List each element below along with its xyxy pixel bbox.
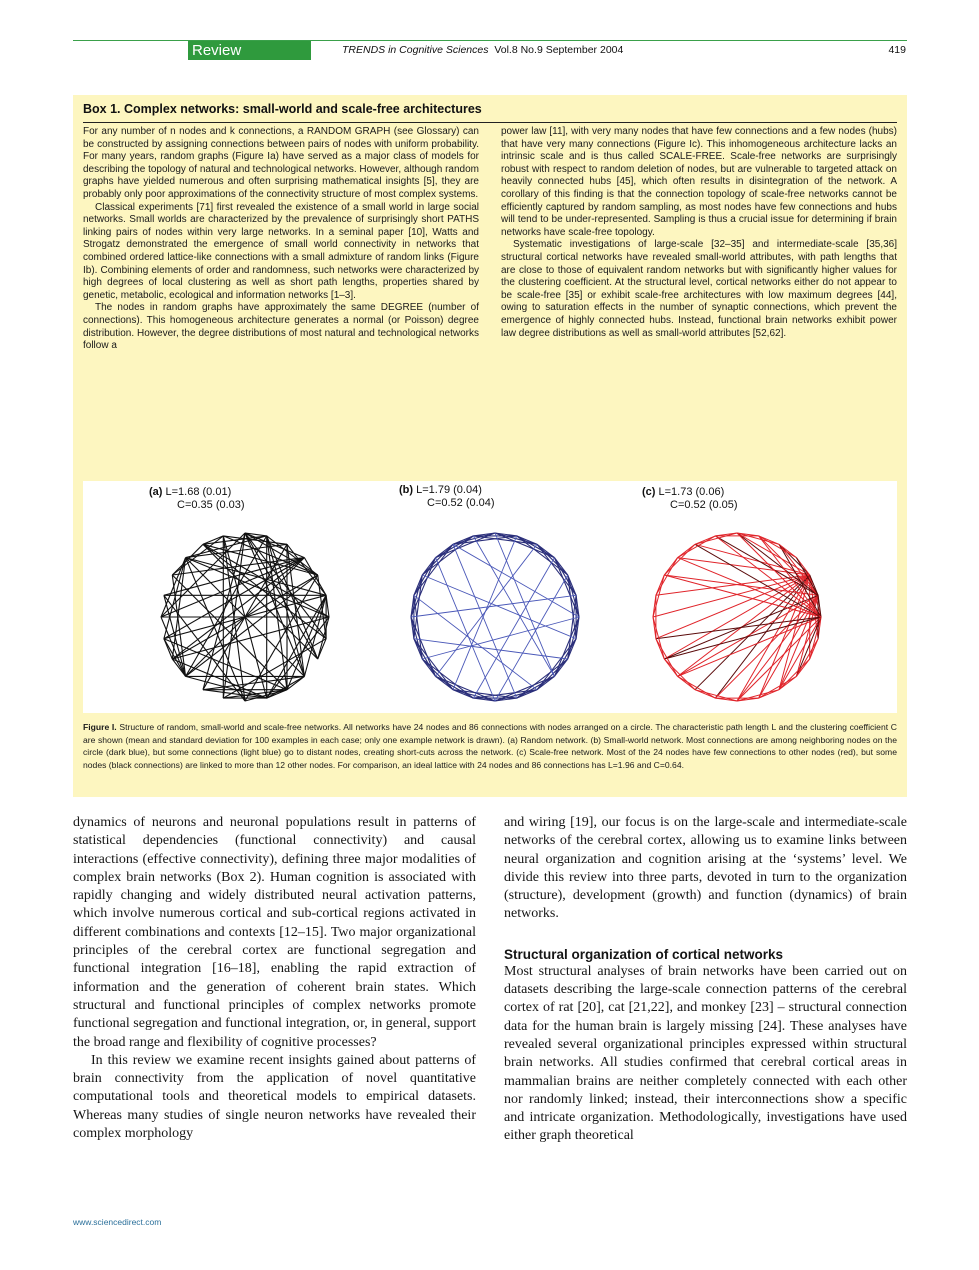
network-edge [653, 575, 664, 617]
network-edge [164, 558, 186, 639]
network-edge [554, 617, 579, 676]
network-edge [422, 659, 473, 698]
panel-c-L: L=1.73 (0.06) [658, 486, 725, 498]
network-edge [517, 659, 568, 698]
scale-free-network-graph [649, 529, 825, 705]
section-heading: Structural organization of cortical networks [504, 946, 784, 962]
box-paragraph: For any number of n nodes and k connections, a RANDOM GRAPH (see Glossary) can be constructed by assigning connections between pairs of nodes with uniform probability. For many years, random graphs (Figure Ia) have served as a major class of models for describing the topology of natural and technological networks. However, although random graphs have yielded numerous and often surprising mathematical insights [5], they are probably only poor approximations of the connectivity structure of most complex systems. [83, 126, 479, 200]
network-edge [678, 536, 716, 558]
caption-lead: Figure I. [83, 722, 117, 732]
panel-c-label [642, 486, 738, 512]
network-edge [411, 617, 422, 659]
caption-text: Structure of random, small-world and scale-free networks. All networks have 24 nodes and 86 connections with nodes arranged on a circle. The characteristic path length L and the clustering coefficient C are shown (mean and standard deviation for 100 examples in each case; only one example network is drawn). (a) Random network. (b) Small-world network. Most connections are among neighboring nodes on the circle (dark blue), but some connections (light blue) go to distant nodes, creating short-cuts across the network. (c) Scale-free network. Most of the 24 nodes have few connections to other nodes (red), but some nodes (black connections) are linked to more than 12 other nodes. For comparison, an ideal lattice with 24 nodes and 86 connections has L=1.96 and C=0.64. [83, 722, 897, 770]
panel-b-tag: (b) [399, 484, 414, 496]
network-edge [411, 617, 436, 676]
network-edge [796, 595, 818, 676]
network-edge [656, 639, 678, 677]
issue-info: Vol.8 No.9 September 2004 [494, 44, 624, 56]
network-edge [414, 639, 453, 690]
network-edge [453, 544, 579, 617]
box-paragraph: The nodes in random graphs have approximately the same DEGREE (number of connections). This homogeneous architecture generates a normal (or Poisson) degree distribution. However, the degree distributions of most natural and technological networks follow a [83, 302, 479, 352]
network-edge [411, 558, 436, 617]
network-edge [537, 544, 576, 595]
box-title: Box 1. Complex networks: small-world and scale-free architectures [83, 102, 482, 116]
panel-c-C: C=0.52 (0.05) [670, 499, 738, 511]
network-edge [422, 536, 473, 575]
section-tab: Review [188, 41, 311, 60]
journal-info [342, 44, 623, 56]
network-edge [411, 595, 576, 617]
network-edge [537, 544, 568, 575]
box-left-column [83, 126, 479, 353]
box-paragraph: power law [11], with very many nodes that have few connections and a few nodes (hubs) that have very many connections (Figure Ic). This inhomogeneous architecture lacks an intrinsic scale and is thus called SCALE-FREE. Scale-free networks are surprisingly robust with respect to random deletion of nodes, but are vulnerable to targeted attack on heavily connected hubs [45], which often results in disintegration of the network. A corollary of this finding is that the connection topology of scale-free networks cannot be efficiently captured by random sampling, as most nodes have few connections and hubs will tend to be under-represented. Sampling is thus a crucial issue for determining if brain networks have scale-free topology. [501, 126, 897, 238]
body-right-column [504, 814, 907, 1146]
network-edge [664, 575, 809, 659]
random-network-graph [157, 529, 333, 705]
panel-a-label [149, 486, 245, 512]
box-paragraph: Classical experiments [71] first revealed the existence of a small world in large social networks. Small worlds are characterized by the prevalence of surprisingly short PATHS linking pairs of nodes within very large networks. In a seminal paper [10], Watts and Strogatz demonstrated the emergence of small world connectivity in networks that combined ordered lattice-like connections with a small admixture of random links (Figure Ib). Combining elements of order and randomness, such networks were characterized by high degrees of local clustering as well as short path lengths, properties shared by genetic, metabolic, ecological and information networks [1–3]. [83, 201, 479, 301]
network-edge [414, 639, 436, 677]
network-edge [495, 575, 568, 701]
network-edge [422, 617, 579, 659]
network-edge [656, 617, 821, 639]
body-paragraph: In this review we examine recent insights gained about patterns of brain connectivity from the application of novel quantitative computational tools and theoretical models to empirical datasets. Whereas many studies of single neuron networks have revealed their complex morphology [73, 1052, 476, 1142]
network-edge [414, 595, 537, 689]
body-paragraph: and wiring [19], our focus is on the large-scale and intermediate-scale networks of the cerebral cortex, allowing us to examine links between neural organization and cognition arising at the ‘systems’ level. We divide this review into three parts, devoted in turn to the organization (structure), development (growth) and function (dynamics) of brain networks. [504, 815, 907, 922]
body-paragraph: Most structural analyses of brain networks have been carried out on datasets describing the large-scale connection patterns of the cerebral cortex of rat [20], cat [21,22], and monkey [23] – structural connection data for the human brain is largely missing [24]. These analyses have revealed several organizational principles expressed within structural brain networks. All studies confirmed that cerebral cortical areas in mammalian brains are neither completely connected with each other nor randomly linked; instead, their interconnections show a specific and intricate organization. Methodologically, investigations have used either graph theoretical [504, 963, 907, 1144]
network-edge [414, 639, 568, 659]
network-edge [653, 575, 810, 617]
network-edge [411, 575, 422, 617]
page-number: 419 [888, 44, 906, 56]
network-edge [453, 544, 517, 698]
network-edge [678, 617, 821, 676]
network-edge [554, 558, 576, 596]
network-edge [453, 690, 495, 701]
body-left-column [73, 814, 476, 1143]
small-world-network-graph [407, 529, 583, 705]
box-right-column [501, 126, 897, 340]
network-edge [473, 536, 554, 677]
network-edge [318, 617, 329, 659]
panel-a-L: L=1.68 (0.01) [165, 486, 232, 498]
network-edge [715, 595, 818, 698]
network-edge [414, 544, 453, 595]
panel-c-tag: (c) [642, 486, 656, 498]
network-edge [245, 575, 318, 701]
network-edge [737, 575, 810, 701]
network-edge [554, 558, 579, 617]
network-edge [695, 533, 737, 544]
network-edge [422, 575, 576, 639]
network-edge [678, 676, 716, 698]
network-edge [453, 533, 495, 544]
network-edge [695, 690, 737, 701]
panel-b-label [399, 484, 495, 510]
box-rule [83, 122, 897, 123]
journal-name: TRENDS in Cognitive Sciences [342, 44, 489, 56]
box-1 [73, 95, 907, 797]
figure-1 [83, 481, 897, 713]
footer-url[interactable]: www.sciencedirect.com [73, 1217, 162, 1227]
network-edge [678, 558, 821, 617]
network-edge [517, 536, 568, 575]
network-edge [664, 617, 821, 659]
network-edge [186, 558, 327, 596]
panel-a-tag: (a) [149, 486, 163, 498]
body-paragraph: dynamics of neurons and neuronal populations result in patterns of statistical dependencies (functional connectivity) and causal interactions (effective connectivity), defining three major modalities of complex brain networks (Box 2). Human cognition is associated with rapidly changing and widely distributed neural activation patterns, which involve numerous cortical and sub-cortical regions activated in different combinations and contexts [12–15]. Two major organizational principles of the cerebral cortex are functional segregation and functional integration [16–18], enabling the rapid extraction of information and the generation of coherent brain states. Which structural and functional principles of complex networks promote functional segregation and functional integration, or, in general, support the broad range and flexibility of cognitive processes? [73, 815, 476, 1050]
network-edge [436, 533, 495, 558]
network-edge [517, 676, 555, 698]
panel-b-L: L=1.79 (0.04) [416, 484, 482, 496]
panel-b-C: C=0.52 (0.04) [427, 497, 495, 509]
network-edge [664, 659, 695, 690]
box-paragraph: Systematic investigations of large-scale [32–35] and intermediate-scale [35,36] structural cortical networks have revealed small-world attributes, with path lengths that are close to those of equivalent random networks but with significantly higher values for the clustering coefficient. At the structural level, cortical networks either do not appear to be scale-free [35] or exhibit scale-free architectures with low maximum degrees [44], owing to saturation effects in the number of synaptic connections, which prevent the emergence of highly connected hubs. Instead, functional brain networks exhibit power law degree distributions as well as small-world attributes [52,62]. [501, 239, 897, 339]
network-edge [759, 676, 797, 698]
network-edge [796, 639, 818, 677]
network-edge [537, 659, 568, 690]
network-edge [656, 575, 810, 639]
figure-caption [83, 721, 897, 771]
network-edge [422, 544, 453, 575]
panel-a-C: C=0.35 (0.03) [177, 499, 245, 511]
network-edge [537, 639, 576, 690]
